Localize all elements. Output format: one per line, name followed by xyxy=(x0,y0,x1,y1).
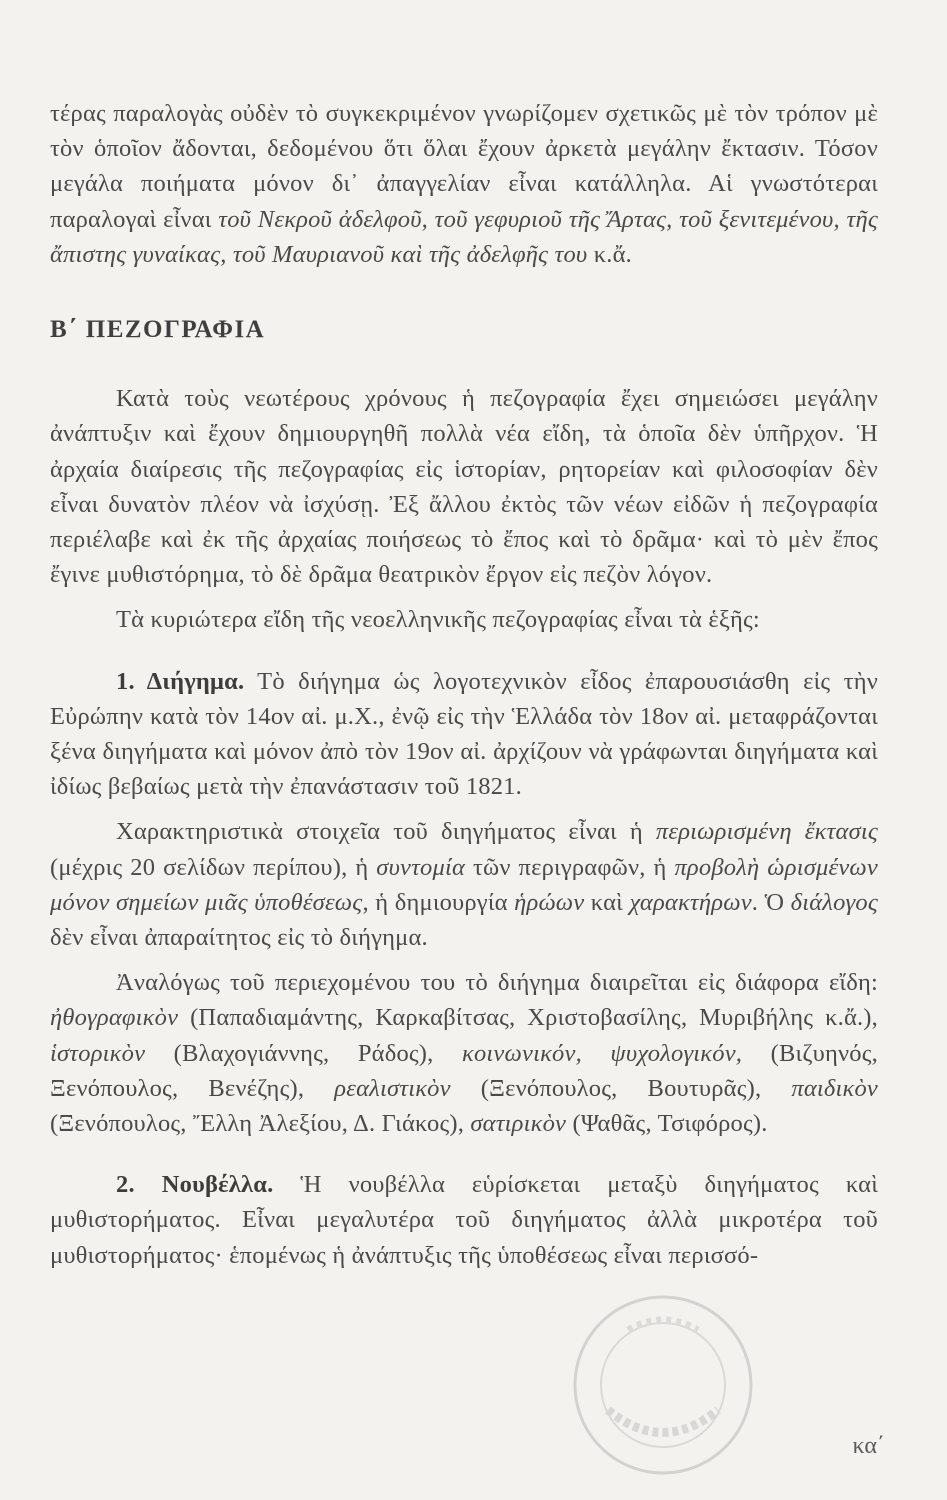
body-text xyxy=(50,96,878,1273)
paragraph-short-story: 1. Διήγημα. Τὸ διήγημα ὡς λογοτεχνικὸν εἶδος ἐπαρουσιάσθη εἰς τὴν Εὐρώπην κατὰ τὸν 14ον αἰ. μ.Χ., ἐνῷ εἰς τὴν Ἑλλάδα τὸν 18ον αἰ. μεταφράζονται ξένα διηγήματα καὶ μόνον ἀπὸ τὸν 19ον αἰ. ἀρχίζουν νὰ γράφωνται διηγήματα καὶ ἰδίως βεβαίως μετὰ τὴν ἐπανάστασιν τοῦ 1821. xyxy=(50,667,878,801)
paragraph-novella: 2. Νουβέλλα. Ἡ νουβέλλα εὑρίσκεται μεταξὺ διηγήματος καὶ μυθιστορήματος. Εἶναι μεγαλυτέρα τοῦ διηγήματος ἀλλὰ μικροτέρα τοῦ μυθιστορήματος· ἑπομένως ἡ ἀνάπτυξις τῆς ὑποθέσεως εἶναι περισσό- xyxy=(50,1171,878,1269)
paragraph-paralogues: τέρας παραλογὰς οὐδὲν τὸ συγκεκριμένον γνωρίζομεν σχετικῶς μὲ τὸν τρόπον μὲ τὸν ὁποῖον ἄδονται, δεδομένου ὅτι ὅλαι ἔχουν ἀρκετὰ μεγάλην ἔκτασιν. Τόσον μεγάλα ποιήματα μόνον δι᾽ ἀπαγγελίαν εἶναι κατάλληλα. Αἱ γνωστότεραι παραλογαὶ εἶναι τοῦ Νεκροῦ ἀδελφοῦ, τοῦ γεφυριοῦ τῆς Ἄρτας, τοῦ ξενιτεμένου, τῆς ἄπιστης γυναίκας, τοῦ Μαυριανοῦ καὶ τῆς ἀδελφῆς του κ.ἄ. xyxy=(50,100,878,268)
library-stamp xyxy=(568,1290,758,1480)
paragraph-genres-list: Τὰ κυριώτερα εἴδη τῆς νεοελληνικῆς πεζογραφίας εἶναι τὰ ἑξῆς: xyxy=(116,606,760,634)
item-number-novella: 2. Νουβέλλα. xyxy=(116,1171,274,1199)
section-heading: Β΄ ΠΕΖΟΓΡΑΦΙΑ xyxy=(50,316,266,344)
item-number-short-story: 1. Διήγημα. xyxy=(116,667,245,695)
page-signature: κα΄ xyxy=(852,1433,885,1459)
paragraph-short-story-features: Χαρακτηριστικὰ στοιχεῖα τοῦ διηγήματος εἶναι ἡ περιωρισμένη ἔκτασις (μέχρις 20 σελίδων περίπου), ἡ συντομία τῶν περιγραφῶν, ἡ προβολὴ ὡρισμένων μόνον σημείων μιᾶς ὑποθέσεως, ἡ δημιουργία ἡρώων καὶ χαρακτήρων. Ὁ διάλογος δὲν εἶναι ἀπαραίτητος εἰς τὸ διήγημα. xyxy=(50,818,878,952)
paragraph-short-story-types: Ἀναλόγως τοῦ περιεχομένου του τὸ διήγημα διαιρεῖται εἰς διάφορα εἴδη: ἠθογραφικὸν (Παπαδιαμάντης, Καρκαβίτσας, Χριστοβασίλης, Μυριβήλης κ.ἄ.), ἱστορικὸν (Βλαχογιάννης, Ράδος), κοινωνικόν, ψυχολογικόν, (Βιζυηνός, Ξενόπουλος, Βενέζης), ρεαλιστικὸν (Ξενόπουλος, Βουτυρᾶς), παιδικὸν (Ξενόπουλος, Ἔλλη Ἀλεξίου, Δ. Γιάκος), σατιρικὸν (Ψαθᾶς, Τσιφόρος). xyxy=(50,969,878,1138)
paragraph-prose-intro: Κατὰ τοὺς νεωτέρους χρόνους ἡ πεζογραφία ἔχει σημειώσει μεγάλην ἀνάπτυξιν καὶ ἔχουν δημιουργηθῆ πολλὰ νέα εἴδη, τὰ ὁποῖα δὲν ὑπῆρχον. Ἡ ἀρχαία διαίρεσις τῆς πεζογραφίας εἰς ἱστορίαν, ρητορείαν καὶ φιλοσοφίαν δὲν εἶναι δυνατὸν πλέον νὰ ἰσχύσῃ. Ἐξ ἄλλου ἐκτὸς τῶν νέων εἰδῶν ἡ πεζογραφία περιέλαβε καὶ ἐκ τῆς ἀρχαίας ποιήσεως τὸ ἔπος καὶ τὸ δρᾶμα· καὶ τὸ μὲν ἔπος ἔγινε μυθιστόρημα, τὸ δὲ δρᾶμα θεατρικὸν ἔργον εἰς πεζὸν λόγον. xyxy=(50,385,878,589)
